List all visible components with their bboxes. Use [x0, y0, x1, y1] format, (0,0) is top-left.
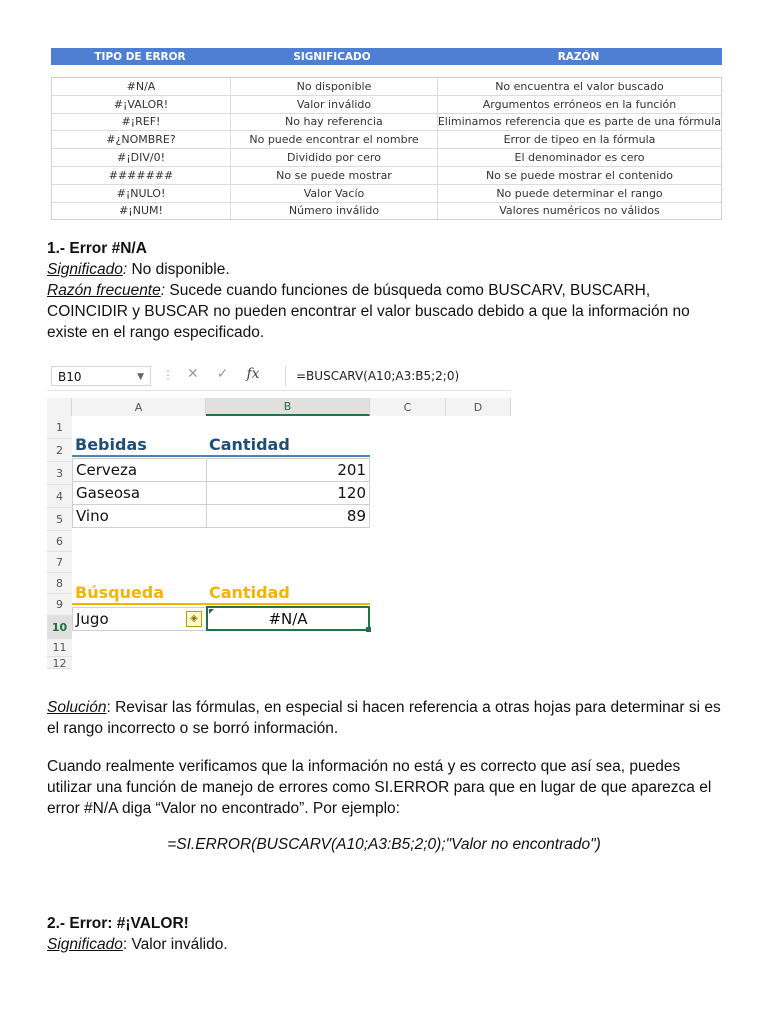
table-row: [52, 203, 721, 220]
column-header-b[interactable]: B: [206, 398, 370, 416]
error-type-cell: #¡VALOR!: [113, 97, 169, 111]
cell-b9[interactable]: Cantidad: [206, 582, 370, 605]
formula-input[interactable]: =BUSCARV(A10;A3:B5;2;0): [285, 366, 459, 386]
row-header-3[interactable]: 3: [47, 462, 72, 485]
cancel-icon[interactable]: ✕: [187, 366, 199, 382]
row-header-1[interactable]: 1: [47, 416, 72, 439]
column-header-a[interactable]: A: [72, 398, 206, 416]
reason-cell: Error de tipeo en la fórmula: [437, 131, 721, 148]
row-header-4[interactable]: 4: [47, 485, 72, 508]
significado-value: No disponible.: [127, 261, 230, 278]
cell-a10[interactable]: [72, 607, 207, 631]
name-box[interactable]: [51, 366, 151, 386]
reason-cell: Argumentos erróneos en la función: [437, 96, 721, 113]
header-razon: RAZÓN: [557, 50, 600, 63]
section1-significado: Significado: No disponible.: [47, 261, 230, 278]
spreadsheet: [47, 362, 511, 670]
formula-bar: [47, 362, 511, 391]
cell-b4[interactable]: 120: [206, 481, 370, 505]
row-header-2[interactable]: 2: [47, 439, 72, 462]
error-type-cell: #######: [108, 168, 174, 182]
meaning-cell: Valor Vacío: [230, 185, 437, 202]
error-type-cell: #¡DIV/0!: [117, 151, 165, 165]
header-significado: SIGNIFICADO: [293, 50, 371, 63]
table-row: [52, 114, 721, 132]
fill-handle[interactable]: [366, 627, 371, 632]
table-row: [52, 78, 721, 96]
reason-cell: No se puede mostrar el contenido: [437, 167, 721, 184]
cell-a9[interactable]: Búsqueda: [72, 582, 206, 605]
meaning-cell: No puede encontrar el nombre: [230, 131, 437, 148]
section1-title: 1.- Error #N/A: [47, 240, 147, 257]
meaning-cell: No hay referencia: [230, 114, 437, 131]
row-header-9[interactable]: 9: [47, 594, 72, 616]
separator-icon: ⋮: [162, 368, 174, 382]
reason-cell: Valores numéricos no válidos: [437, 203, 721, 220]
error-type-cell: #¡REF!: [121, 115, 161, 129]
column-header-c[interactable]: C: [370, 398, 446, 416]
solucion-label: Solución: [47, 699, 107, 716]
section2-title: 2.- Error: #¡VALOR!: [47, 915, 189, 932]
meaning-cell: No disponible: [230, 78, 437, 95]
table-row: [52, 131, 721, 149]
row-header-12[interactable]: 12: [47, 657, 72, 669]
si-error-paragraph: Cuando realmente verificamos que la información no está y es correcto que así sea, puedes utilizar una función de manejo de errores como SI.ERROR para que en lugar de que aparezca el error #N/A diga “Valor no encontrado”. Por ejemplo:: [47, 758, 712, 817]
razon-value: Sucede cuando funciones de búsqueda como BUSCARV, BUSCARH, COINCIDIR y BUSCAR no pueden encontrar el valor buscado debido a que la información no existe en el rango especificado.: [47, 282, 690, 341]
name-box-value: B10: [58, 370, 82, 384]
error-warning-icon[interactable]: ◈: [186, 611, 202, 627]
significado-label: Significado: [47, 261, 123, 278]
row-header-6[interactable]: 6: [47, 531, 72, 552]
error-type-cell: #¿NOMBRE?: [106, 133, 176, 147]
result-value: #N/A: [268, 609, 308, 628]
search-value: Jugo: [76, 610, 109, 628]
row-header-8[interactable]: 8: [47, 573, 72, 594]
error-indicator-icon: [209, 609, 214, 614]
meaning-cell: Valor inválido: [230, 96, 437, 113]
cell-b3[interactable]: 201: [206, 458, 370, 482]
solucion-text: : Revisar las fórmulas, en especial si hacen referencia a otras hojas para determinar si es el rango incorrecto o se borró información.: [47, 699, 721, 737]
meaning-cell: Dividido por cero: [230, 149, 437, 166]
row-header-10[interactable]: 10: [47, 616, 72, 639]
insert-function-icon[interactable]: fx: [246, 366, 260, 382]
row-header-7[interactable]: 7: [47, 552, 72, 573]
table-body: [51, 77, 722, 220]
error-type-cell: #N/A: [126, 79, 156, 93]
header-tipo: TIPO DE ERROR: [94, 50, 186, 63]
reason-cell: El denominador es cero: [437, 149, 721, 166]
section2-significado-label: Significado: [47, 936, 123, 953]
section2-significado-value: : Valor inválido.: [122, 936, 228, 953]
row-header-11[interactable]: 11: [47, 639, 72, 657]
table-row: [52, 96, 721, 114]
table-row: [52, 185, 721, 203]
select-all-corner[interactable]: [47, 398, 72, 416]
reason-cell: No encuentra el valor buscado: [437, 78, 721, 95]
razon-label: Razón frecuente: [47, 282, 161, 299]
cell-b5[interactable]: 89: [206, 504, 370, 528]
row-header-5[interactable]: 5: [47, 508, 72, 531]
table-row: [52, 149, 721, 167]
meaning-cell: Número inválido: [230, 203, 437, 220]
section2-significado: [47, 934, 727, 955]
reason-cell: No puede determinar el rango: [437, 185, 721, 202]
enter-icon[interactable]: ✓: [216, 366, 229, 382]
solucion-paragraph: [47, 697, 727, 739]
error-type-cell: #¡NUM!: [119, 204, 163, 218]
cell-a5[interactable]: Vino: [72, 504, 207, 528]
reason-cell: Eliminamos referencia que es parte de una fórmula: [437, 115, 721, 129]
formula-example: =SI.ERROR(BUSCARV(A10;A3:B5;2;0);"Valor no encontrado"): [167, 836, 601, 853]
cell-b2[interactable]: Cantidad: [206, 434, 370, 457]
table-row: [52, 167, 721, 185]
column-header-d[interactable]: D: [446, 398, 511, 416]
cell-a4[interactable]: Gaseosa: [72, 481, 207, 505]
cell-a2[interactable]: Bebidas: [72, 434, 206, 457]
chevron-down-icon[interactable]: ▼: [137, 372, 144, 382]
section1-razon: Razón frecuente: Sucede cuando funciones de búsqueda como BUSCARV, BUSCARH, COINCIDIR y BUSCAR no pueden encontrar el valor buscado debido a que la información no existe en el rango especificado.: [47, 282, 690, 341]
error-types-table: [51, 48, 722, 220]
meaning-cell: No se puede mostrar: [230, 167, 437, 184]
cell-a3[interactable]: Cerveza: [72, 458, 207, 482]
error-type-cell: #¡NULO!: [116, 186, 166, 200]
cell-b10-selected[interactable]: [206, 606, 370, 631]
table-header: [51, 48, 722, 65]
